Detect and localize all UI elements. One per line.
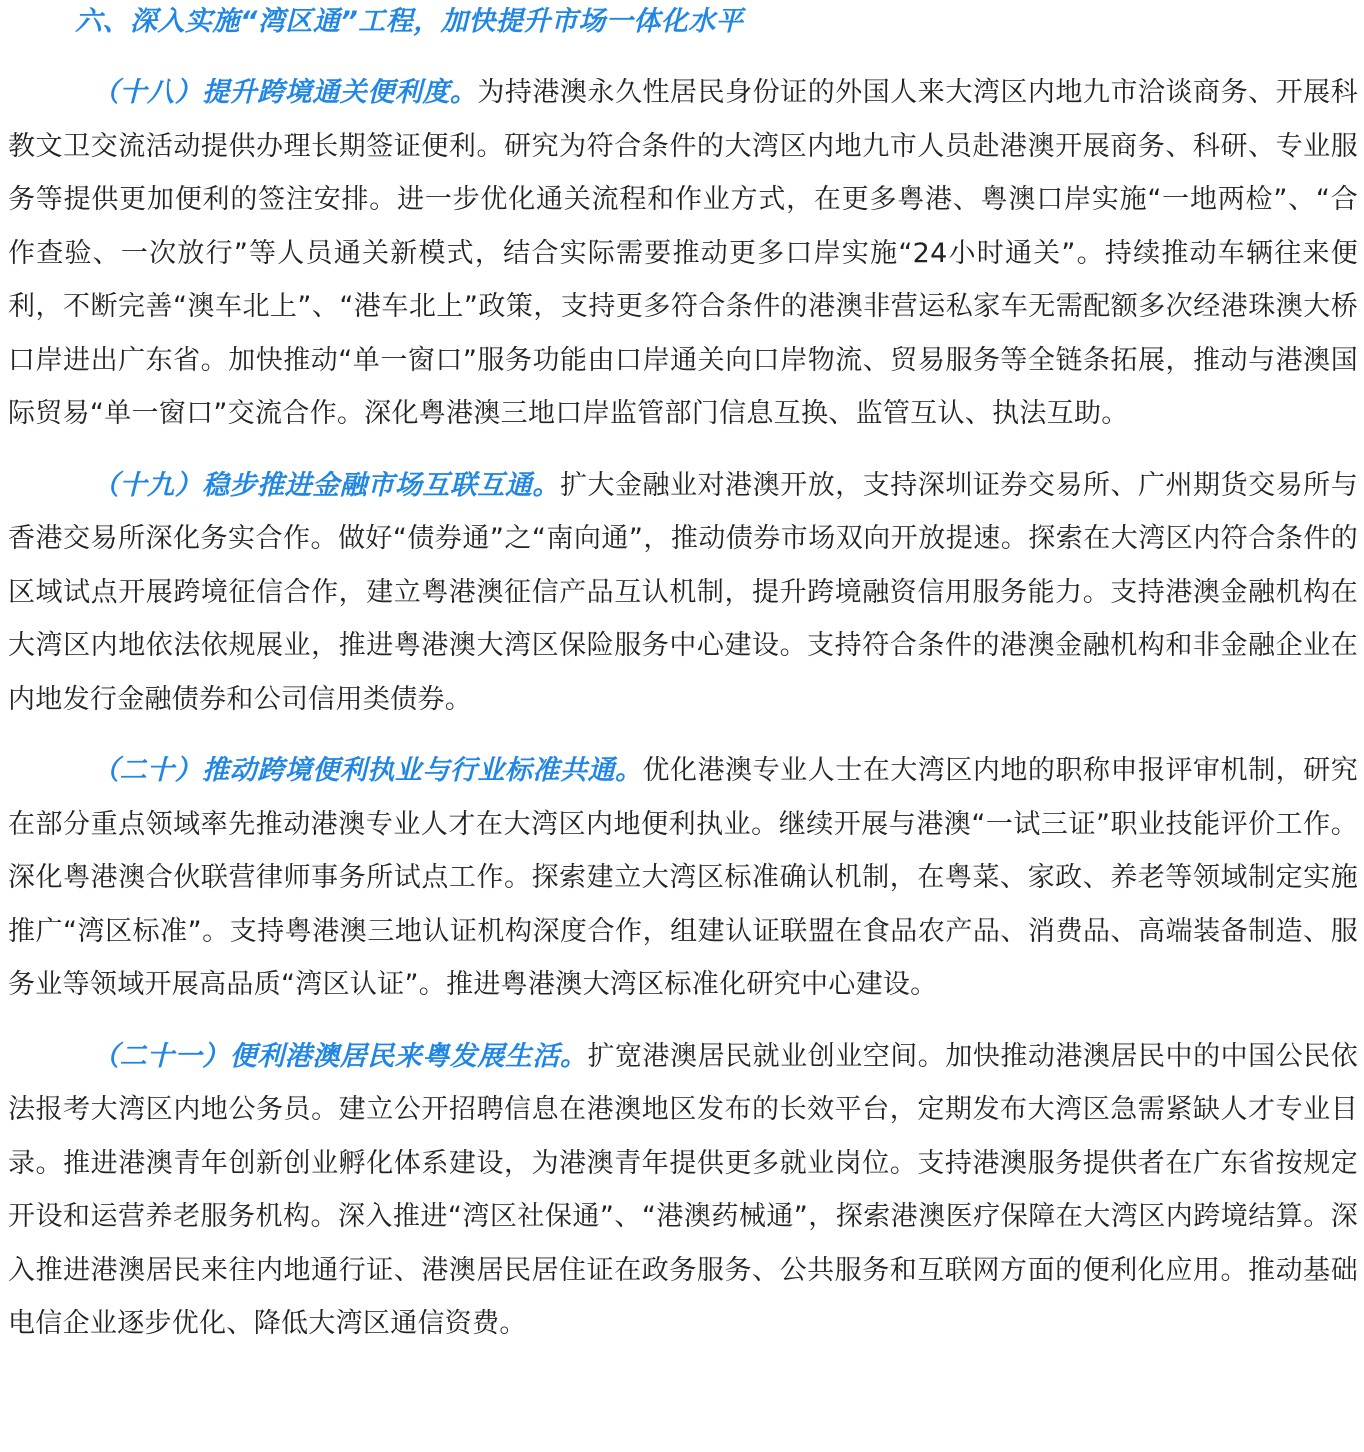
- paragraph-lead: （二十）推动跨境便利执业与行业标准共通。: [92, 755, 643, 786]
- paragraph-body: 优化港澳专业人士在大湾区内地的职称申报评审机制，研究在部分重点领域率先推动港澳专业人才在大湾区内地便利执业。继续开展与港澳“一试三证”职业技能评价工作。深化粤港澳合伙联营律师事务所试点工作。探索建立大湾区标准确认机制，在粤菜、家政、养老等领域制定实施推广“湾区标准”。支持粤港澳三地认证机构深度合作，组建认证联盟在食品农产品、消费品、高端装备制造、服务业等领域开展高品质“湾区认证”。推进粤港澳大湾区标准化研究中心建设。: [8, 755, 1358, 1000]
- paragraph-lead: （十八）提升跨境通关便利度。: [92, 77, 478, 108]
- paragraph-21: [8, 1030, 1358, 1351]
- paragraph-body: 扩大金融业对港澳开放，支持深圳证券交易所、广州期货交易所与香港交易所深化务实合作。做好“债券通”之“南向通”，推动债券市场双向开放提速。探索在大湾区内符合条件的区域试点开展跨境征信合作，建立粤港澳征信产品互认机制，提升跨境融资信用服务能力。支持港澳金融机构在大湾区内地依法依规展业，推进粤港澳大湾区保险服务中心建设。支持符合条件的港澳金融机构和非金融企业在内地发行金融债券和公司信用类债券。: [8, 469, 1358, 715]
- paragraph-19: [8, 459, 1358, 727]
- paragraph-20: [8, 744, 1358, 1012]
- section-title: 六、深入实施“湾区通”工程，加快提升市场一体化水平: [75, 6, 744, 37]
- paragraph-lead: （二十一）便利港澳居民来粤发展生活。: [92, 1040, 588, 1072]
- paragraph-lead: （十九）稳步推进金融市场互联互通。: [92, 469, 560, 501]
- paragraph-18: [8, 66, 1358, 441]
- paragraph-body: 为持港澳永久性居民身份证的外国人来大湾区内地九市洽谈商务、开展科教文卫交流活动提供办理长期签证便利。研究为符合条件的大湾区内地九市人员赴港澳开展商务、科研、专业服务等提供更加便利的签注安排。进一步优化通关流程和作业方式，在更多粤港、粤澳口岸实施“一地两检”、“合作查验、一次放行”等人员通关新模式，结合实际需要推动更多口岸实施“24小时通关”。持续推动车辆往来便利，不断完善“澳车北上”、“港车北上”政策，支持更多符合条件的港澳非营运私家车无需配额多次经港珠澳大桥口岸进出广东省。加快推动“单一窗口”服务功能由口岸通关向口岸物流、贸易服务等全链条拓展，推动与港澳国际贸易“单一窗口”交流合作。深化粤港澳三地口岸监管部门信息互换、监管互认、执法互助。: [8, 77, 1358, 429]
- paragraph-body: 扩宽港澳居民就业创业空间。加快推动港澳居民中的中国公民依法报考大湾区内地公务员。建立公开招聘信息在港澳地区发布的长效平台，定期发布大湾区急需紧缺人才专业目录。推进港澳青年创新创业孵化体系建设，为港澳青年提供更多就业岗位。支持港澳服务提供者在广东省按规定开设和运营养老服务机构。深入推进“湾区社保通”、“港澳药械通”，探索港澳医疗保障在大湾区内跨境结算。深入推进港澳居民来往内地通行证、港澳居民居住证在政务服务、公共服务和互联网方面的便利化应用。推动基础电信企业逐步优化、降低大湾区通信资费。: [8, 1040, 1358, 1339]
